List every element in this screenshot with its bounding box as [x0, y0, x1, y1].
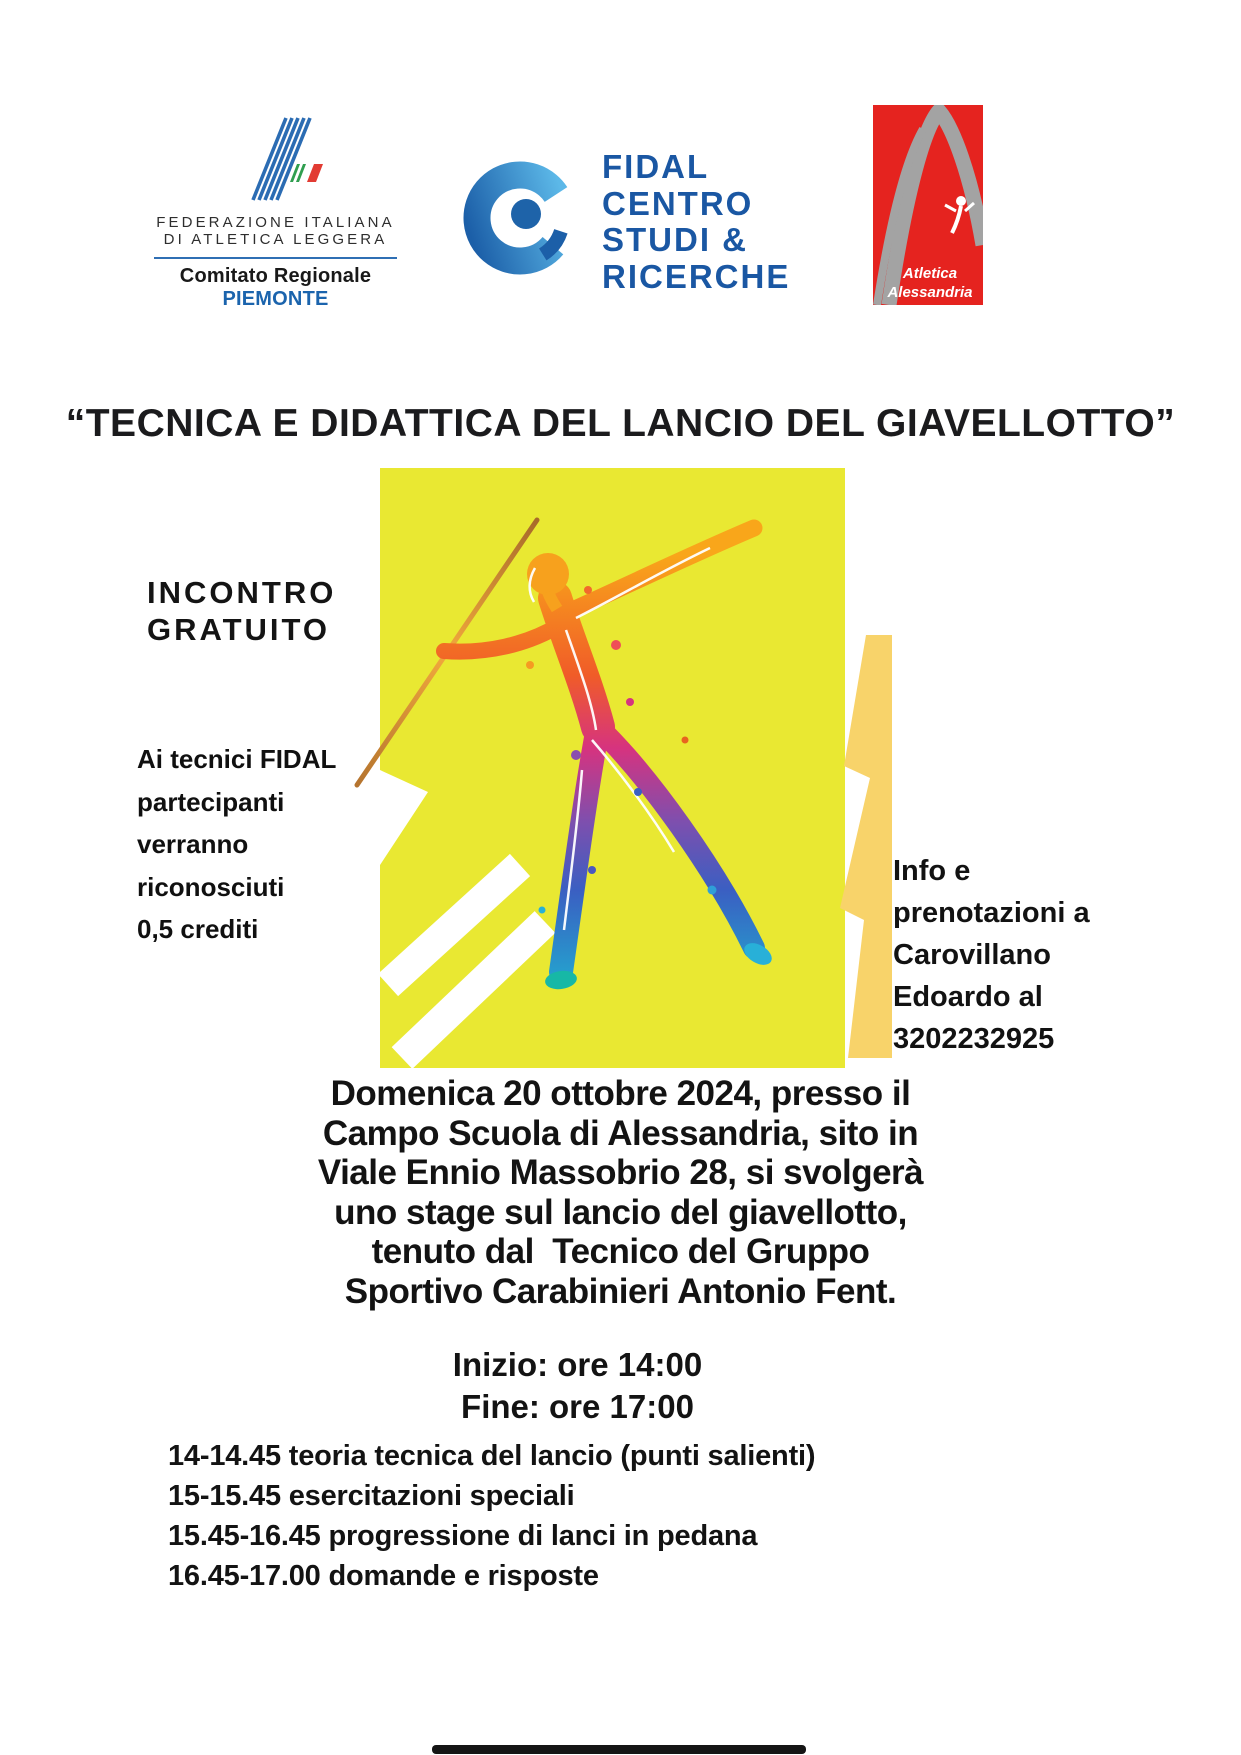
divider-line [154, 257, 397, 259]
free-meeting-label: INCONTRO GRATUITO [147, 575, 337, 647]
event-times [0, 1344, 1155, 1428]
atletica-alessandria-emblem [873, 105, 983, 305]
centro-studi-wordmark: FIDAL CENTRO STUDI & RICERCHE [602, 148, 791, 295]
club-name-line1: Atletica [902, 265, 958, 282]
page-title: “TECNICA E DIDATTICA DEL LANCIO DEL GIAVELLOTTO” [65, 402, 1176, 445]
yellow-bolt-shape [840, 635, 892, 1058]
federation-name-line2: DI ATLETICA LEGGERA [163, 231, 388, 248]
federation-name-line1: FEDERAZIONE ITALIANA [156, 214, 395, 231]
start-time: Inizio: ore 14:00 [452, 1346, 703, 1383]
credits-note: Ai tecnici FIDAL partecipanti verranno riconosciuti 0,5 crediti [137, 744, 337, 944]
javelin-thrower-artwork [330, 440, 900, 1085]
footer-bar [432, 1745, 806, 1754]
committee-prefix: Comitato Regionale [179, 265, 372, 287]
regional-committee-label [148, 265, 403, 311]
atletica-alessandria-logo [873, 105, 983, 305]
event-description: Domenica 20 ottobre 2024, presso il Campo Scuola di Alessandria, sito in Viale Ennio Massobrio 28, si svolgerà uno stage sul lancio del giavellotto, tenuto dal Tecnico del Gruppo Sportivo Carabinieri Antonio Fent. [317, 1074, 924, 1311]
end-time: Fine: ore 17:00 [461, 1388, 694, 1425]
contact-info: Info e prenotazioni a Carovillano Edoardo al 3202232925 [893, 855, 1090, 1055]
committee-region: PIEMONTE [222, 288, 329, 310]
fidal-stripes-icon [201, 112, 351, 204]
yellow-canvas [380, 468, 845, 1068]
fidal-piemonte-logo [148, 104, 403, 311]
event-schedule: 14-14.45 teoria tecnica del lancio (punti salienti) 15-15.45 esercitazioni speciali 15.45-16.45 progressione di lanci in pedana 16.45-17.00 domande e risposte [168, 1440, 816, 1592]
centro-studi-ring-icon [460, 148, 588, 293]
club-name-line2: Alessandria [887, 284, 973, 301]
fidal-centro-studi-logo [460, 148, 790, 295]
